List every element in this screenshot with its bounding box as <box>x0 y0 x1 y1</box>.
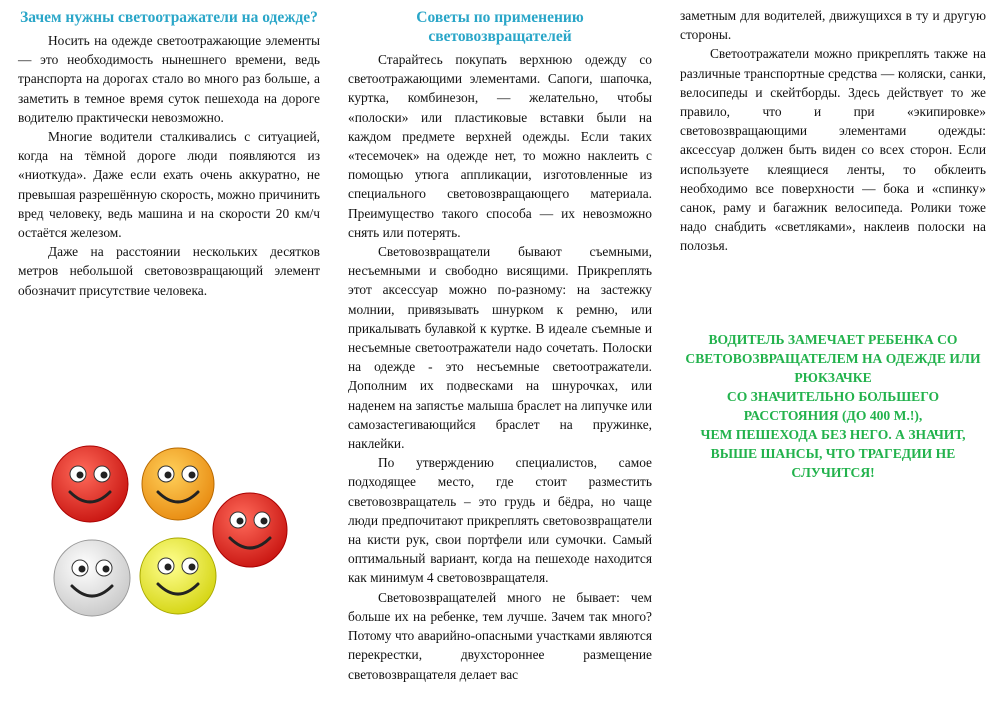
smiley-reflectors-illustration <box>40 438 300 638</box>
paragraph: Светоотражатели можно прикреплять также на различные транспортные средства — коляски, санки, велосипеды и скейтборды. Здесь действует то же правило, что и при «экипировке» световозвращающими элементами одежды: аксессуар должен быть виден со всех сторон. Если используете клеящиеся ленты, то обклеить необходимо все поверхности — бока и «спинку» санок, раму и багажник велосипеда. Ролики тоже надо снабдить «светляками», наклеив полоски на полозья. <box>680 46 986 254</box>
heading-why-reflectors: Зачем нужны светоотражатели на одежде? <box>20 9 318 26</box>
smiley-red-right-icon <box>213 493 287 567</box>
smiley-yellow-icon <box>140 538 216 614</box>
paragraph: Носить на одежде светоотражающие элементы — это необходимость нынешнего времени, ведь транспорта на дорогах стало во много раз больше, а заметить в темное время суток пешехода на дороге водителю практически невозможно. <box>18 33 320 125</box>
smiley-white-icon <box>54 540 130 616</box>
paragraph: Старайтесь покупать верхнюю одежду со светоотражающими элементами. Сапоги, шапочка, куртка, комбинезон, — желательно, чтобы «полоски» или пластиковые вставки были на каждом предмете верхней одежды. Если таких «тесемочек» на одежде нет, то можно наклеить с помощью утюга аппликации, изготовленные из специального световозвращающего материала. Преимущество такого способа — их невозможно снять или потерять. <box>348 52 652 240</box>
callout-driver-notice: ВОДИТЕЛЬ ЗАМЕЧАЕТ РЕБЕНКА СО СВЕТОВОЗВРАЩАТЕЛЕМ НА ОДЕЖДЕ ИЛИ РЮКЗАЧКЕ СО ЗНАЧИТЕЛЬНО БОЛЬШЕГО РАССТОЯНИЯ (ДО 400 М.!), ЧЕМ ПЕШЕХОДА БЕЗ НЕГО. А ЗНАЧИТ, ВЫШЕ ШАНСЫ, ЧТО ТРАГЕДИИ НЕ СЛУЧИТСЯ! <box>685 332 981 480</box>
smiley-red-icon <box>52 446 128 522</box>
heading-usage-tips: Советы по применению световозвращателей <box>416 9 584 45</box>
smiley-orange-icon <box>142 448 214 520</box>
column-left <box>18 0 320 300</box>
paragraph: Световозвращателей много не бывает: чем больше их на ребенке, тем лучше. Зачем так много? Потому что аварийно-опасными участками являются перекрестки, двухстороннее размещение световозвращателя делает вас <box>348 589 652 682</box>
paragraph: заметным для водителей, движущихся в ту и другую стороны. <box>680 8 986 43</box>
column-middle <box>348 0 652 684</box>
paragraph: По утверждению специалистов, самое подходящее место, где стоит разместить световозвращатель – это грудь и бёдра, но чаще люди предпочитают прикреплять световозвращатели на кисти рук, свои портфели или сумочки. Самый оптимальный вариант, когда на пешеходе находится как минимум 4 световозвращателя. <box>348 455 652 586</box>
column-right <box>680 6 986 256</box>
paragraph: Многие водители сталкивались с ситуацией, когда на тёмной дороге люди появляются из «ниоткуда». Даже если ехать очень аккуратно, не превышая разрешённую скорость, можно причинить вред человеку, ведь машина и на скорости 20 км/ч остаётся железом. <box>18 129 320 241</box>
paragraph: Световозвращатели бывают съемными, несъемными и свободно висящими. Прикреплять этот аксессуар можно по-разному: на застежку молнии, привязывать шнурком к ремню, или прикалывать булавкой к куртке. В идеале съемные и несъемные светоотражатели надо сочетать. Полоски на одежде - это несъемные светоотражатели. Дополним их подвесками на шнурочках, или наденем на запястье малыша браслет на липучке или самозастегивающийся браслет на пружинке, наклейки. <box>348 244 652 452</box>
paragraph: Даже на расстоянии нескольких десятков метров небольшой световозвращающий элемент обозначит присутствие человека. <box>18 244 320 298</box>
